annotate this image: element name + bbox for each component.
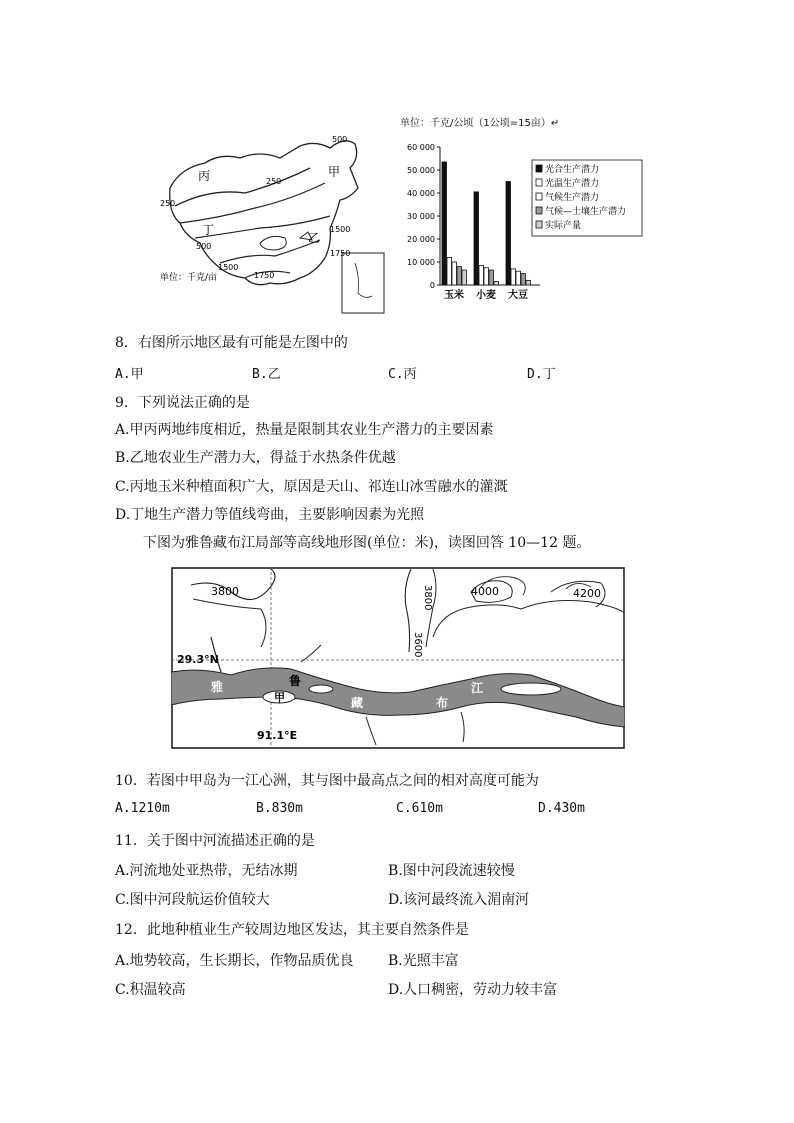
question-9: 9．下列说法正确的是 <box>115 395 250 411</box>
q12-option-c: C.积温较高 <box>115 982 186 998</box>
contour-label: 1500 <box>218 263 239 272</box>
q8-option-c: C.丙 <box>388 367 417 382</box>
bar <box>474 192 479 285</box>
q10-option-c: C.610m <box>396 801 443 816</box>
bar <box>494 282 499 285</box>
bar <box>511 269 516 285</box>
latitude-label: 29.3°N <box>177 653 219 666</box>
legend-label: 光温生产潜力 <box>545 179 600 189</box>
elevation-label: 4200 <box>573 587 601 600</box>
y-tick-label: 60 000 <box>407 143 435 152</box>
island-label-jia: 甲 <box>274 691 285 704</box>
contour-label: 250 <box>266 177 282 186</box>
q9-option-a: A.甲丙两地纬度相近，热量是限制其农业生产潜力的主要因素 <box>115 422 494 438</box>
question-10: 10．若图中甲岛为一江心洲，其与图中最高点之间的相对高度可能为 <box>115 773 539 789</box>
legend-swatch <box>536 179 542 186</box>
y-tick-label: 20 000 <box>407 235 435 244</box>
chart-unit: 单位：千克/公顷（1公顷=15亩）↵ <box>400 118 560 129</box>
q8-option-d: D.丁 <box>527 367 556 382</box>
legend-swatch <box>536 207 542 214</box>
y-tick-label: 40 000 <box>407 189 435 198</box>
question-12: 12．此地种植业生产较周边地区发达，其主要自然条件是 <box>115 922 469 938</box>
contour-label: 1500 <box>330 225 351 234</box>
q10-option-a: A.1210m <box>115 801 170 816</box>
bar <box>489 270 494 285</box>
legend-swatch <box>536 221 542 228</box>
q11-option-d: D.该河最终流入湄南河 <box>388 892 530 908</box>
q11-option-b: B.图中河段流速较慢 <box>388 863 515 879</box>
legend-swatch <box>536 193 542 200</box>
y-tick-label: 10 000 <box>407 258 435 267</box>
productivity-bar-chart <box>398 140 648 305</box>
legend-label: 实际产量 <box>545 221 582 231</box>
y-tick-label: 30 000 <box>407 212 435 221</box>
bar <box>516 271 521 285</box>
q9-option-c: C.丙地玉米种植面积广大，原因是天山、祁连山冰雪融水的灌溉 <box>115 479 508 495</box>
longitude-label: 91.1°E <box>257 729 298 742</box>
y-tick-label: 50 000 <box>407 166 435 175</box>
label-yi: 乙 <box>308 231 321 245</box>
legend-swatch <box>536 165 542 172</box>
bar <box>447 257 452 285</box>
q9-option-d: D.丁地生产潜力等值线弯曲，主要影响因素为光照 <box>115 507 425 523</box>
bar <box>457 267 462 285</box>
elevation-label-vertical: 3600 <box>412 632 423 658</box>
x-tick-label: 小麦 <box>476 290 496 301</box>
x-tick-label: 玉米 <box>444 290 464 301</box>
elevation-label: 3800 <box>211 585 239 598</box>
q11-option-c: C.图中河段航运价值较大 <box>115 892 270 908</box>
question-8: 8．右图所示地区最有可能是左图中的 <box>115 335 348 351</box>
contour-label: 500 <box>332 135 348 144</box>
map-unit: 单位：千克/亩 <box>160 273 218 283</box>
bar <box>526 280 531 285</box>
bar <box>484 268 489 285</box>
x-tick-label: 大豆 <box>508 290 528 301</box>
bar <box>462 270 467 285</box>
q12-option-a: A.地势较高，生长期长，作物品质优良 <box>115 953 354 969</box>
q9-option-b: B.乙地农业生产潜力大，得益于水热条件优越 <box>115 450 396 466</box>
q8-option-a: A.甲 <box>115 367 144 382</box>
q10-option-b: B.830m <box>256 801 303 816</box>
q12-option-d: D.人口稠密，劳动力较丰富 <box>388 982 558 998</box>
china-productivity-map <box>160 128 390 318</box>
bar <box>479 265 484 285</box>
contour-label: 1750 <box>330 249 351 258</box>
label-jia: 甲 <box>328 165 341 179</box>
label-ding: 丁 <box>202 223 215 237</box>
q11-option-a: A.河流地处亚热带，无结冰期 <box>115 863 298 879</box>
legend-label: 光合生产潜力 <box>545 165 600 175</box>
river-char: 布 <box>436 696 449 710</box>
yarlung-contour-map <box>171 567 625 749</box>
bar <box>521 274 526 286</box>
contour-label: 1750 <box>254 271 275 280</box>
river-char: 藏 <box>351 696 364 710</box>
river-char: 江 <box>471 681 484 695</box>
bar <box>452 262 457 285</box>
q12-option-b: B.光照丰富 <box>388 953 459 969</box>
contour-label: 250 <box>160 199 176 208</box>
river-char: 鲁 <box>289 674 302 688</box>
legend-label: 气候—土壤生产潜力 <box>545 207 627 217</box>
elevation-label: 4000 <box>471 585 499 598</box>
y-tick-label: 0 <box>429 281 435 290</box>
section-intro: 下图为雅鲁藏布江局部等高线地形图(单位：米)，读图回答 10—12 题。 <box>143 535 591 551</box>
question-11: 11．关于图中河流描述正确的是 <box>115 833 315 849</box>
q10-option-d: D.430m <box>538 801 585 816</box>
bar <box>506 182 511 286</box>
elevation-label-vertical: 3800 <box>422 585 433 611</box>
legend-label: 气候生产潜力 <box>545 193 600 203</box>
q8-option-b: B.乙 <box>252 367 281 382</box>
label-bing: 丙 <box>198 169 211 183</box>
bar <box>442 162 447 285</box>
river-char: 雅 <box>211 680 224 694</box>
contour-label: 500 <box>196 242 212 251</box>
